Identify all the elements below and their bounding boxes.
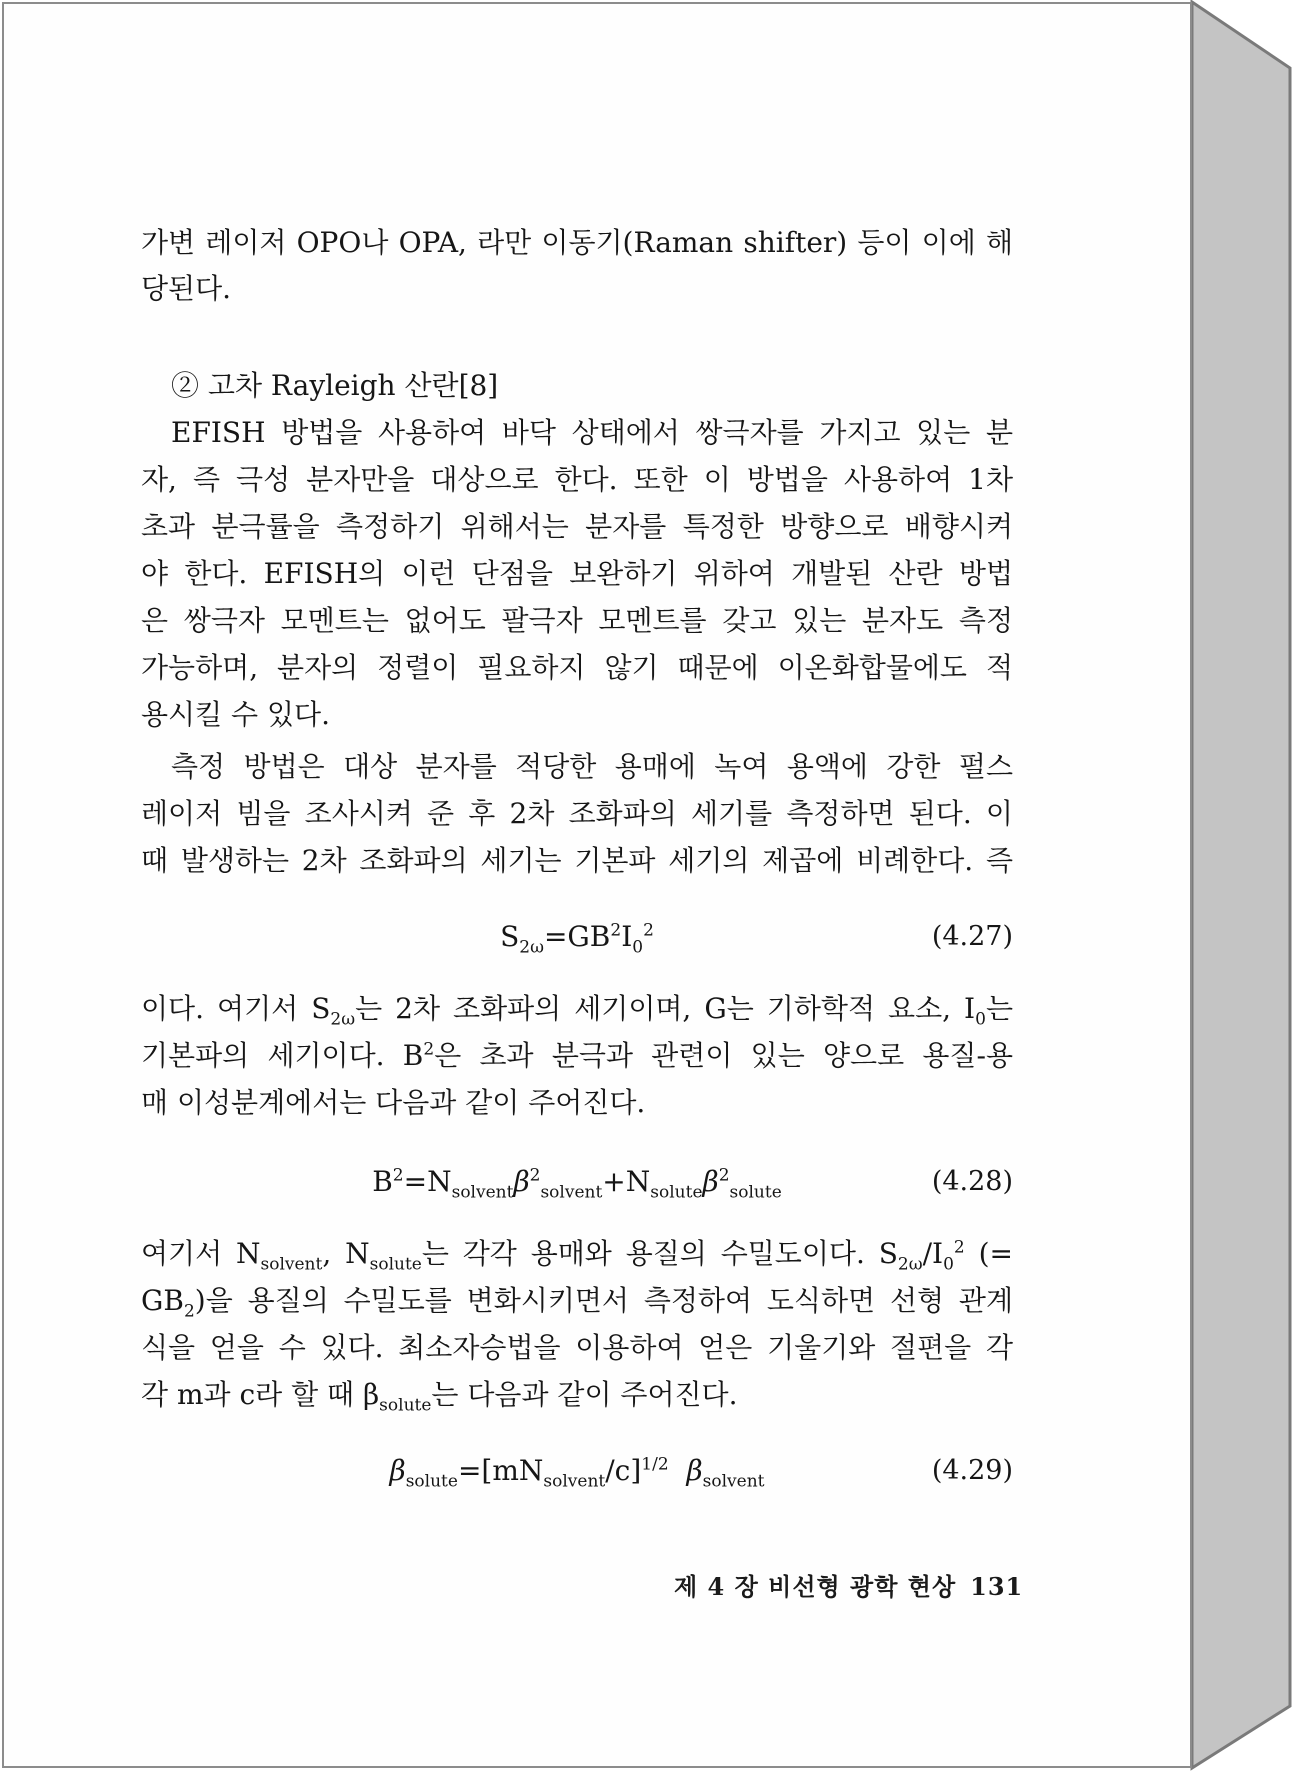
paragraph-2-line-5: 은 쌍극자 모멘트는 없어도 팔극자 모멘트를 갖고 있는 분자도 측정 [141,604,1013,637]
paragraph-2-line-4: 야 한다. EFISH의 이런 단점을 보완하기 위하여 개발된 산란 방법 [141,557,1013,590]
equation-4-27-formula: $S_{2\omega}=GB^2I_0^2$ [500,920,654,958]
chapter-title: 제 4 장 비선형 광학 현상 [674,1572,957,1601]
section-heading: ② 고차 Rayleigh 산란[8] [171,369,499,402]
equation-4-29 [141,1451,1013,1491]
paragraph-2-line-1: EFISH 방법을 사용하여 바닥 상태에서 쌍극자를 가지고 있는 분 [171,416,1013,449]
equation-4-28-formula: $B^2=N_{solvent}\beta^2_{solvent}+N_{solute}\beta^2_{solute}$ [372,1165,782,1203]
equation-4-28 [141,1162,1013,1202]
paragraph-1-line-1: 가변 레이저 OPO나 OPA, 라만 이동기(Raman shifter) 등이 이에 해 [141,226,1013,259]
paragraph-4-line-3: 매 이성분계에서는 다음과 같이 주어진다. [141,1086,646,1119]
paragraph-4-line-2: 기본파의 세기이다. $B^2$은 초과 분극과 관련이 있는 양으로 용질-용 [141,1039,1013,1072]
paragraph-3-line-1: 측정 방법은 대상 분자를 적당한 용매에 녹여 용액에 강한 펄스 [171,750,1013,783]
equation-4-27 [141,917,1013,957]
paragraph-1-line-2: 당된다. [141,272,232,305]
equation-number: (4.27) [931,921,1013,952]
page-footer [674,1567,1023,1602]
equation-number: (4.29) [931,1455,1013,1486]
equation-4-29-formula: $\beta_{solute}=[mN_{solvent}/c]^{1/2}$ $\beta_{solvent}$ [389,1454,765,1492]
paragraph-4-line-1: 이다. 여기서 $S_{2\omega}$는 2차 조화파의 세기이며, G는 기하학적 요소, $I_0$는 [141,992,1013,1030]
equation-number: (4.28) [931,1166,1013,1197]
paragraph-5-line-4: 각 m과 c라 할 때 $\beta_{solute}$는 다음과 같이 주어진다. [141,1378,738,1416]
paragraph-2-line-6: 가능하며, 분자의 정렬이 필요하지 않기 때문에 이온화합물에도 적 [141,651,1013,684]
paragraph-2-line-2: 자, 즉 극성 분자만을 대상으로 한다. 또한 이 방법을 사용하여 1차 [141,463,1013,496]
paragraph-5-line-2: $GB_2$)을 용질의 수밀도를 변화시키면서 측정하여 도식하면 선형 관계 [141,1284,1013,1322]
paragraph-3-line-2: 레이저 빔을 조사시켜 준 후 2차 조화파의 세기를 측정하면 된다. 이 [141,797,1013,830]
paragraph-2-line-3: 초과 분극률을 측정하기 위해서는 분자를 특정한 방향으로 배향시켜 [141,510,1013,543]
paragraph-5-line-3: 식을 얻을 수 있다. 최소자승법을 이용하여 얻은 기울기와 절편을 각 [141,1331,1013,1364]
book-page [2,2,1192,1768]
paragraph-5-line-1: 여기서 $N_{solvent}$, $N_{solute}$는 각각 용매와 용질의 수밀도이다. $S_{2\omega}/I_0^2$ (= [141,1237,1013,1275]
paragraph-2-line-7: 용시킬 수 있다. [141,698,330,731]
paragraph-3-line-3: 때 발생하는 2차 조화파의 세기는 기본파 세기의 제곱에 비례한다. 즉 [141,844,1013,877]
page-number: 131 [970,1572,1024,1601]
